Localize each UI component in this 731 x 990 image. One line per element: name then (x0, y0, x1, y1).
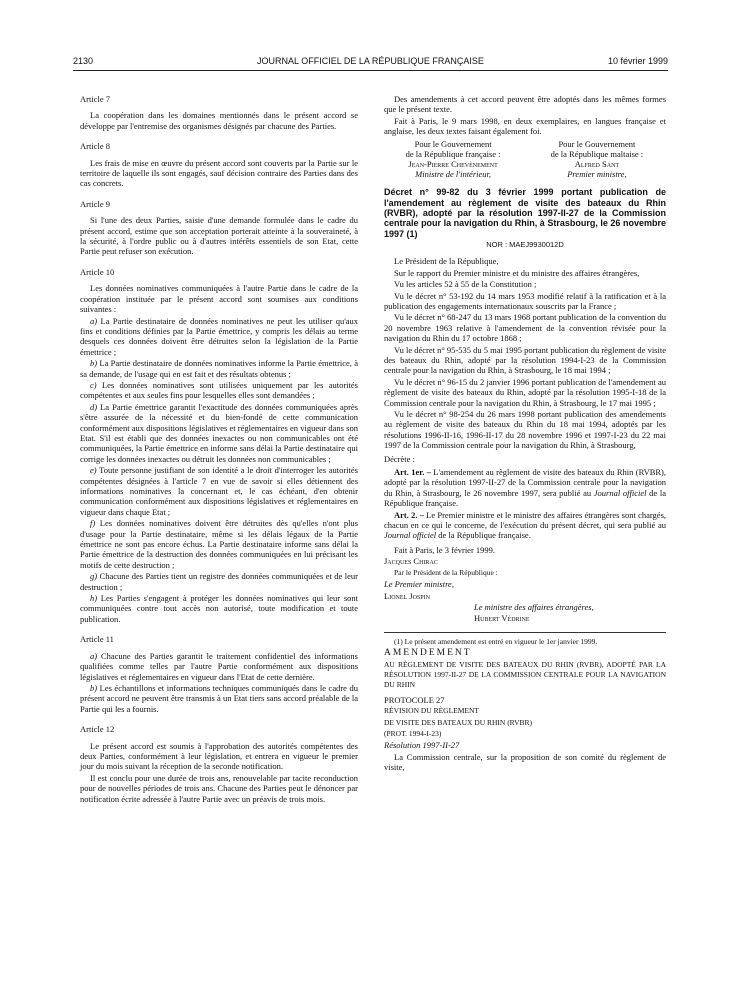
visa-report: Sur le rapport du Premier ministre et du ministre des affaires étrangères, (394, 267, 640, 278)
footnote: (1) Le présent amendement est entré en vigueur le 1er janvier 1999. (394, 636, 598, 646)
visa-decree-1968: Vu le décret n° 68-247 du 13 mars 1968 portant publication de la convention du 20 novembre 1963 relative à l'amendement de la convention révisée pour la navigation du Rhin du 17 octobre 1868 ; (384, 312, 666, 344)
visa-president: Le Président de la République, (394, 256, 499, 267)
prime-minister-name: Lionel Jospin (384, 590, 430, 601)
visa-decree-1953: Vu le décret n° 53-192 du 14 mars 1953 modifié relatif à la ratification et à la publication des engagements internationaux souscrits par la France ; (384, 290, 666, 311)
president-signature: Jacques Chirac (384, 556, 438, 567)
article-10-item-c: c) Les données nominatives sont utilisées uniquement par les autorités compétentes et aux seules fins pour lesquelles elles sont demandées ; (80, 379, 358, 401)
article-8-title: Article 8 (80, 141, 110, 152)
revision-line-1: RÉVISION DU RÈGLEMENT (384, 706, 479, 716)
signatory-name: Alfred Sant (574, 159, 620, 170)
article-12-text-1: Le présent accord est soumis à l'approbation des autorités compétentes des deux Parties, conformément à leur législation, et entrera en vigueur le premier jour du mois suivant la réception de la seconde notification. (80, 740, 358, 772)
article-9-title: Article 9 (80, 198, 110, 209)
resolution-heading: Résolution 1997-II-27 (384, 740, 460, 751)
treaty-signatures (384, 139, 666, 180)
right-column (384, 94, 666, 774)
by-the-president: Par le Président de la République : (394, 567, 498, 577)
article-7-title: Article 7 (80, 94, 110, 104)
article-10-item-e: e) Toute personne justifiant de son identité a le droit d'interroger les autorités compétentes désignées à l'article 7 en vue de savoir si elles détiennent des informations nominatives la concernant et, le cas échéant, d'en obtenir communication conformément aux dispositions législatives et réglementaires en vigueur dans chaque Etat ; (80, 465, 358, 517)
protocol-heading: PROTOCOLE 27 (384, 694, 445, 705)
article-7-text: La coopération dans les domaines mentionnés dans le présent accord se développe par l'entremise des organismes désignés par chacune des Parties. (80, 110, 358, 131)
article-10-item-h: h) Les Parties s'engagent à protéger les données nominatives qui leur sont communiquées contre tout accès non autorisé, toute modification et toute publication. (80, 593, 358, 624)
foreign-minister-name: Hubert Védrine (474, 613, 530, 624)
amendment-subheading: AU RÈGLEMENT DE VISITE DES BATEAUX DU RHIN (RVBR), ADOPTÉ PAR LA RÉSOLUTION 1997-II-27 DE LA COMMISSION CENTRALE POUR LA NAVIGATION DU RHIN (384, 659, 666, 690)
amendments-paragraph: Des amendements à cet accord peuvent être adoptés dans les mêmes formes que le présent texte. (384, 94, 666, 115)
visa-decree-1995: Vu le décret n° 95-535 du 5 mai 1995 portant publication du règlement de visite des bateaux du Rhin, adopté par la résolution 1994-I-23 de la Commission centrale pour la navigation du Rhin, à Strasbourg, le 18 mai 1994 ; (384, 344, 666, 376)
footnote-rule (384, 632, 666, 633)
page-number: 2130 (73, 56, 94, 66)
article-11-item-b: b) Les échantillons et informations techniques communiqués dans le cadre du présent accord ne peuvent être transmis à un Etat tiers sans accord préalable de la Partie qui les a fournis. (80, 682, 358, 714)
article-10-item-f: f) Les données nominatives doivent être détruites dès qu'elles n'ont plus d'usage pour la Partie destinataire, même si les délais légaux de la Partie émettrice ne sont pas encore échus. La Partie destinataire informe sans délai la Partie émettrice de la destruction des données communiquées en lui précisant les motifs de cette destruction ; (80, 518, 358, 570)
article-12-text-2: Il est conclu pour une durée de trois ans, renouvelable par tacite reconduction pour de nouvelles périodes de trois ans. Chacune des Parties peut le dénoncer par notification écrite adressée à l'autre Partie avec un préavis de trois mois. (80, 772, 358, 804)
article-10-item-g: g) Chacune des Parties tient un registre des données communiquées et de leur destruction ; (80, 571, 358, 592)
visa-constitution: Vu les articles 52 à 55 de la Constitution ; (394, 279, 537, 290)
article-10-title: Article 10 (80, 266, 115, 277)
decrete: Décrète : (384, 453, 415, 464)
article-10-item-d: d) La Partie émettrice garantit l'exactitude des données communiquées après s'être assurée de la nécessité et du bien-fondé de cette communication conformément aux dispositions législatives et réglementaires en vigueur dans son Etat. S'il est établi que des données inexactes ou non communicables ont été communiquées, la Partie émettrice en informe sans délai la Partie destinataire qui corrige les données inexactes ou détruit les données non communicables ; (80, 401, 358, 464)
signature-malta: Pour le Gouvernement de la République maltaise : Alfred Sant Premier ministre, (528, 139, 666, 180)
journal-title: JOURNAL OFFICIEL DE LA RÉPUBLIQUE FRANÇAISE (257, 56, 484, 66)
protocol-reference: (PROT. 1994-I-23) (384, 728, 442, 738)
article-11-title: Article 11 (80, 634, 114, 645)
signatory-name: Jean-Pierre Chevènement (408, 159, 498, 170)
visa-decree-1998: Vu le décret n° 98-254 du 26 mars 1998 portant publication des amendements au règlement de visite des bateaux du Rhin du 18 mai 1994, adoptés par les résolutions 1996-II-16, 1996-II-17 du 28 novembre 1996 et 1997-I-23 du 22 mai 1997 de la Commission centrale pour la navigation du Rhin, à Strasbourg, (384, 409, 666, 451)
visa-decree-1996: Vu le décret n° 96-15 du 2 janvier 1996 portant publication de l'amendement au règlement de visite des bateaux du Rhin, adopté par la résolution 1995-I-18 de la Commission centrale pour la navigation du Rhin, à Strasbourg, le 17 mai 1995 ; (384, 376, 666, 408)
nor-reference: NOR : MAEJ9930012D (486, 239, 564, 249)
header-rule (73, 70, 668, 71)
article-11-item-a: a) Chacune des Parties garantit le traitement confidentiel des informations qualifiées comme telles par l'autre Partie conformément aux dispositions législatives et réglementaires en vigueur dans l'Etat de cette dernière. (80, 650, 358, 682)
left-column (80, 94, 358, 805)
article-2: Art. 2. – Le Premier ministre et le ministre des affaires étrangères sont chargés, chacun en ce qui le concerne, de l'exécution du présent décret, qui sera publié au Journal officiel de la République française. (384, 509, 666, 541)
amendment-heading: AMENDEMENT (384, 648, 472, 659)
resolution-text: La Commission centrale, sur la proposition de son comité du règlement de visite, (384, 751, 666, 773)
article-12-title: Article 12 (80, 724, 115, 735)
article-10-intro: Les données nominatives communiquées à l'autre Partie dans le cadre de la coopération instituée par le présent accord sont soumises aux conditions suivantes : (80, 283, 358, 315)
article-8-text: Les frais de mise en œuvre du présent accord sont couverts par la Partie sur le territoire de laquelle ils sont engagés, sauf décision contraire des Parties dans des cas concrets. (80, 157, 358, 189)
prime-minister-title: Le Premier ministre, (384, 579, 454, 590)
article-10-item-b: b) La Partie destinataire de données nominatives informe la Partie émettrice, à sa demande, de l'usage qui en est fait et des résultats obtenus ; (80, 358, 358, 379)
issue-date: 10 février 1999 (607, 56, 668, 66)
decree-title: Décret n° 99-82 du 3 février 1999 portant publication de l'amendement au règlement de visite des bateaux du Rhin (RVBR), adopté par la résolution 1997-II-27 de la Commission centrale pour la navigation du Rhin, à Strasbourg, le 26 novembre 1997 (1) (384, 187, 666, 239)
article-1: Art. 1er. – L'amendement au règlement de visite des bateaux du Rhin (RVBR), adopté par la résolution 1997-II-27 de la Commission centrale pour la navigation du Rhin, à Strasbourg, le 26 novembre 1997, sera publié au Journal officiel de la République française. (384, 467, 667, 509)
done-at-paris: Fait à Paris, le 9 mars 1998, en deux exemplaires, en langues française et anglaise, les deux textes faisant également foi. (384, 115, 666, 137)
signatory-title: Premier ministre, (567, 169, 627, 180)
article-10-item-a: a) La Partie destinataire de données nominatives ne peut les utiliser qu'aux fins et conditions définies par la Partie émettrice, y compris les délais au terme desquels ces données doivent être détruites selon la législation de la Partie émettrice ; (80, 315, 358, 357)
signatory-title: Ministre de l'intérieur, (415, 169, 492, 180)
foreign-minister-title: Le ministre des affaires étrangères, (474, 601, 594, 612)
signature-france: Pour le Gouvernement de la République française : Jean-Pierre Chevènement Ministre de l'intérieur, (384, 139, 522, 180)
page-header (73, 56, 668, 68)
done-at-paris-decree: Fait à Paris, le 3 février 1999. (394, 544, 496, 555)
revision-line-2: DE VISITE DES BATEAUX DU RHIN (RVBR) (384, 717, 533, 727)
article-9-text: Si l'une des deux Parties, saisie d'une demande formulée dans le cadre du présent accord, estime que son acceptation porterait atteinte à la souveraineté, à la sécurité, à l'ordre public ou à d'autres intérêts essentiels de son Etat, cette Partie peut refuser son exécution. (80, 215, 358, 257)
